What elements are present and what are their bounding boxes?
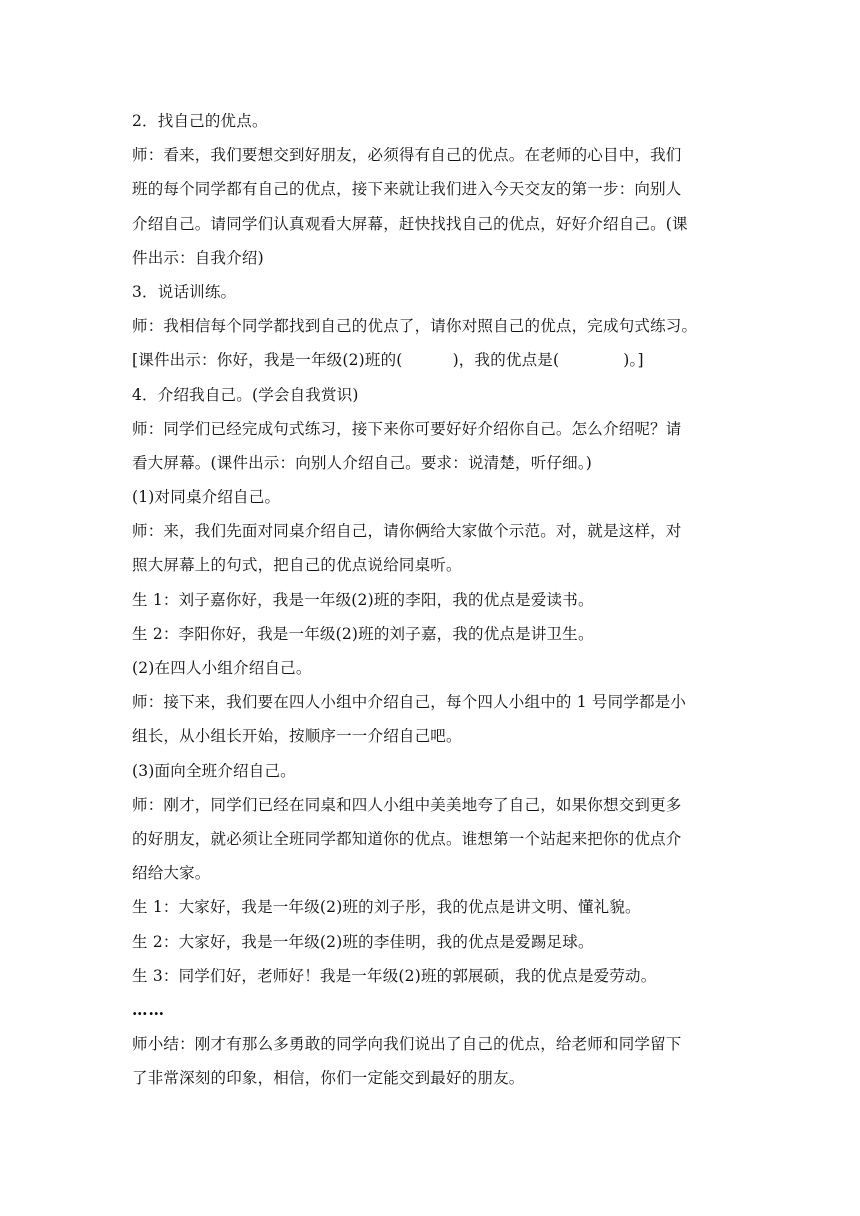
paragraph-line: 看大屏幕。(课件出示：向别人介绍自己。要求：说清楚，听仔细。) <box>132 453 593 472</box>
heading-find-strengths: 2．找自己的优点。 <box>132 112 268 130</box>
paragraph-line: 师：同学们已经完成句式练习，接下来你可要好好介绍你自己。怎么介绍呢？请 <box>132 419 682 438</box>
paragraph-line: 组长，从小组长开始，按顺序一一介绍自己吧。 <box>132 727 462 746</box>
paragraph-line: 师：接下来，我们要在四人小组中介绍自己，每个四人小组中的 1 号同学都是小 <box>132 693 687 712</box>
template-part-1: [课件出示：你好，我是一年级(2)班的( <box>132 351 403 370</box>
student-line: 生 1：刘子嘉你好，我是一年级(2)班的李阳，我的优点是爱读书。 <box>132 590 594 609</box>
document-page <box>132 104 732 1095</box>
subheading-class: (3)面向全班介绍自己。 <box>132 761 296 780</box>
paragraph-line: 师：我相信每个同学都找到自己的优点了，请你对照自己的优点，完成句式练习。 <box>132 317 698 336</box>
paragraph-line: 绍给大家。 <box>132 864 211 883</box>
student-line: 生 3：同学们好，老师好！我是一年级(2)班的郭展硕，我的优点是爱劳动。 <box>132 966 657 985</box>
subheading-group: (2)在四人小组介绍自己。 <box>132 659 312 677</box>
paragraph-line: 班的每个同学都有自己的优点，接下来就让我们进入今天交友的第一步：向别人 <box>132 180 682 199</box>
summary-line: 了非常深刻的印象，相信，你们一定能交到最好的朋友。 <box>132 1069 525 1088</box>
heading-introduce-myself: 4．介绍我自己。(学会自我赏识) <box>132 385 359 404</box>
paragraph-line: 介绍自己。请同学们认真观看大屏幕，赶快找找自己的优点，好好介绍自己。(课 <box>132 214 688 233</box>
paragraph-line: 件出示：自我介绍) <box>132 248 264 267</box>
ellipsis: …… <box>132 999 165 1019</box>
summary-line: 师小结：刚才有那么多勇敢的同学向我们说出了自己的优点，给老师和同学留下 <box>132 1035 682 1054</box>
sentence-template-line <box>132 343 732 377</box>
paragraph-line: 的好朋友，就必须让全班同学都知道你的优点。谁想第一个站起来把你的优点介 <box>132 829 682 848</box>
student-line: 生 2：李阳你好，我是一年级(2)班的刘子嘉，我的优点是讲卫生。 <box>132 624 594 643</box>
paragraph-line: 照大屏幕上的句式，把自己的优点说给同桌听。 <box>132 556 462 575</box>
paragraph-line: 师：来，我们先面对同桌介绍自己，请你俩给大家做个示范。对，就是这样，对 <box>132 522 682 541</box>
student-line: 生 2：大家好，我是一年级(2)班的李佳明，我的优点是爱踢足球。 <box>132 932 594 951</box>
paragraph-line: 师：刚才，同学们已经在同桌和四人小组中美美地夸了自己，如果你想交到更多 <box>132 795 682 814</box>
template-part-3: )。] <box>623 351 644 370</box>
subheading-deskmate: (1)对同桌介绍自己。 <box>132 488 281 507</box>
student-line: 生 1：大家好，我是一年级(2)班的刘子彤，我的优点是讲文明、懂礼貌。 <box>132 898 641 917</box>
heading-speaking-practice: 3．说话训练。 <box>132 282 237 301</box>
paragraph-line: 师：看来，我们要想交到好朋友，必须得有自己的优点。在老师的心目中，我们 <box>132 146 682 165</box>
template-part-2: )，我的优点是( <box>452 351 560 370</box>
